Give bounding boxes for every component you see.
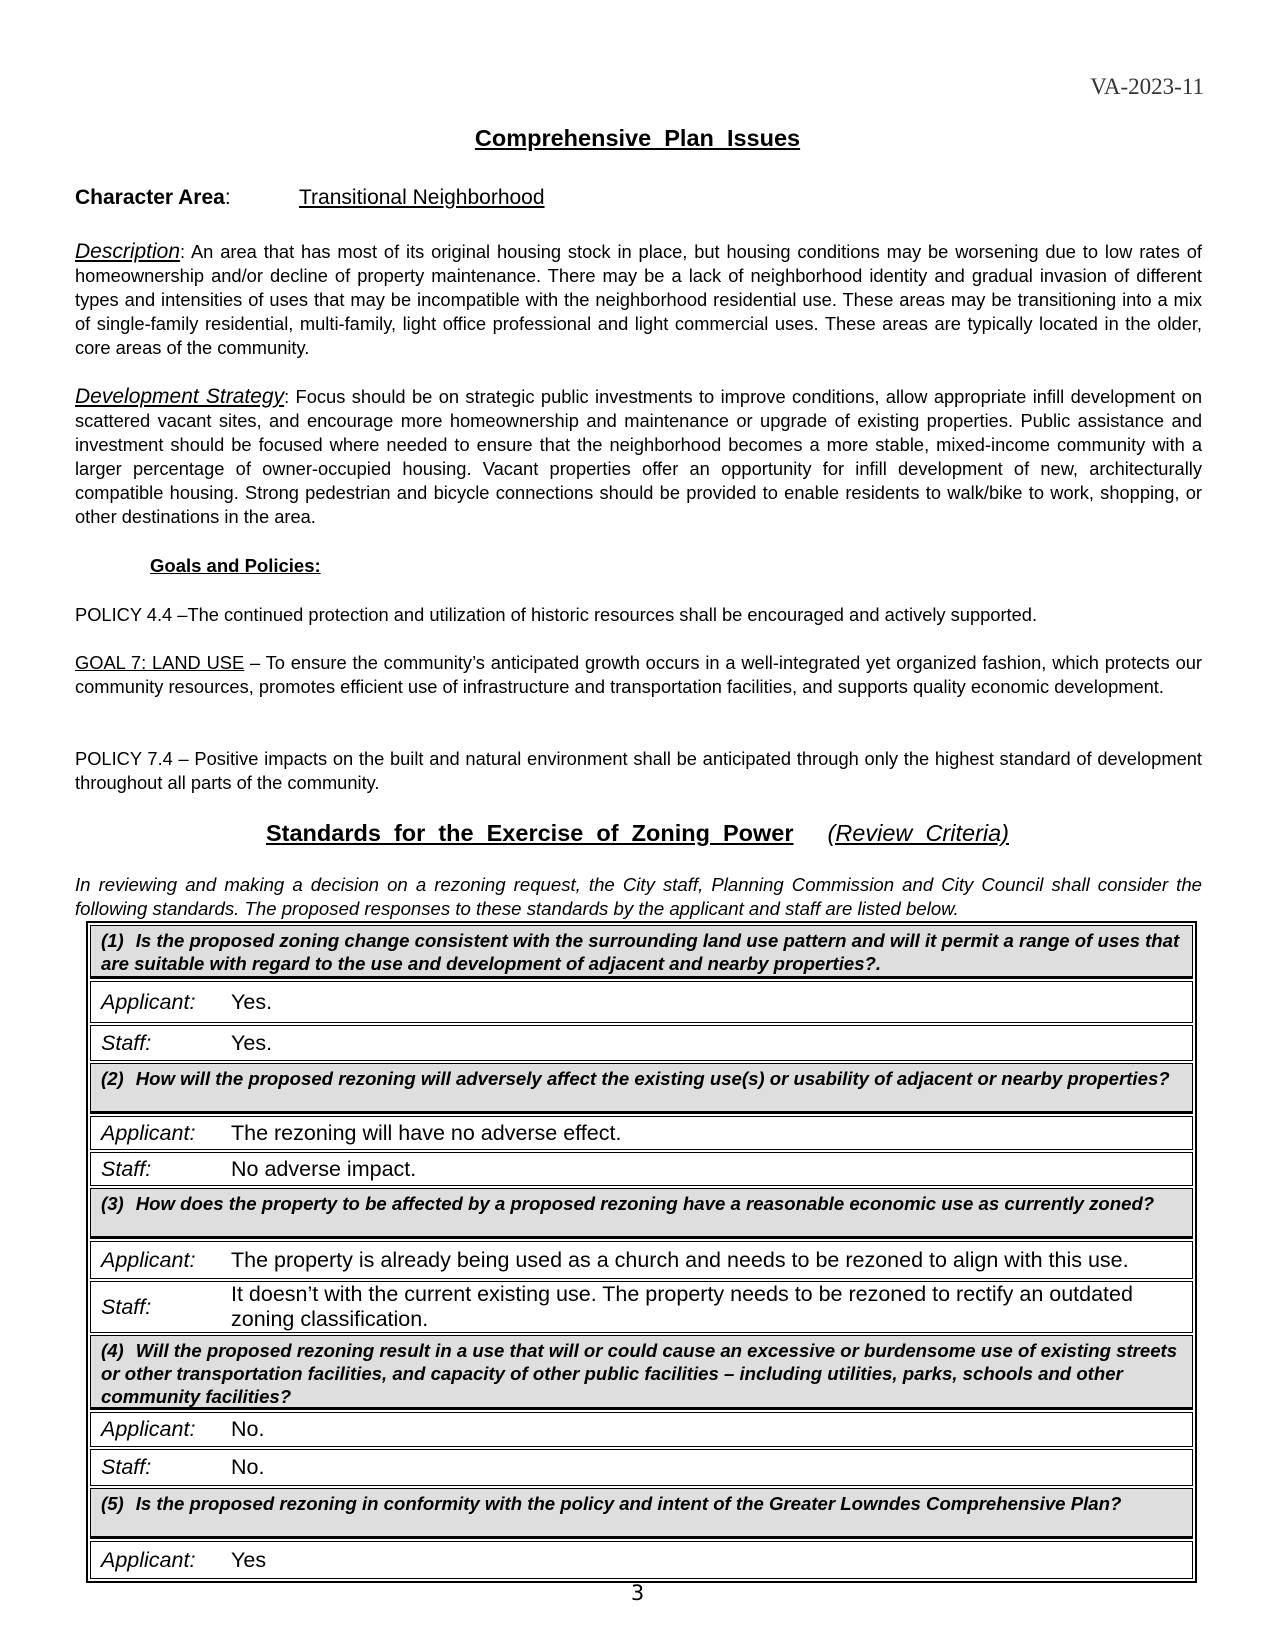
description-text: : An area that has most of its original housing stock in place, but housing conditions may be worsening due to low rates of homeownership and/or decline of property maintenance. There may be a lack of neighborhood identity and gradual invasion of different types and intensities of uses that may be incompatible with the neighborhood residential use. These areas may be transitioning into a mix of single-family residential, multi-family, light office professional and light commercial uses. These areas are typically located in the older, core areas of the community. [75, 241, 1202, 358]
staff-label: Staff: [101, 1455, 152, 1479]
criterion-1-question [90, 925, 1193, 979]
applicant-response: Yes. [231, 989, 273, 1014]
goal-7-paragraph [75, 651, 1202, 699]
criterion-1-applicant-row [90, 981, 1193, 1023]
criterion-question-text: How does the property to be affected by a proposed rezoning have a reasonable economic use as currently zoned? [135, 1193, 1155, 1214]
comprehensive-plan-title-text: Comprehensive Plan Issues [474, 125, 801, 151]
goal-7-label: GOAL 7: LAND USE [75, 652, 245, 673]
criterion-number: (5) [101, 1493, 124, 1514]
development-strategy-label: Development Strategy [75, 385, 285, 408]
goals-and-policies-heading: Goals and Policies: [150, 555, 321, 576]
staff-label: Staff: [101, 1156, 152, 1181]
policy-4-4: POLICY 4.4 –The continued protection and utilization of historic resources shall be encouraged and actively supported. [75, 604, 1038, 625]
staff-response: It doesn’t with the current existing use. The property needs to be rezoned to rectify an outdated zoning classification. [231, 1282, 1133, 1331]
criterion-number: (2) [101, 1068, 124, 1089]
character-area [75, 186, 545, 210]
character-area-colon: : [224, 186, 231, 209]
criterion-4-applicant-row [90, 1412, 1193, 1447]
criterion-question-text: Is the proposed rezoning in conformity with the policy and intent of the Greater Lowndes Comprehensive Plan? [135, 1493, 1122, 1514]
criterion-1-staff-row [90, 1025, 1193, 1061]
criterion-3-question [90, 1188, 1193, 1239]
development-strategy-paragraph [75, 385, 1202, 529]
staff-response: No. [231, 1455, 265, 1479]
applicant-label: Applicant: [101, 1547, 196, 1572]
criterion-2-applicant-row [90, 1116, 1193, 1150]
applicant-label: Applicant: [101, 1417, 196, 1441]
standards-subtitle: (Review Criteria) [827, 820, 1010, 846]
policy-7-4: POLICY 7.4 – Positive impacts on the built and natural environment shall be anticipated through only the highest standard of development throughout all parts of the community. [75, 748, 1202, 793]
criterion-2-staff-row [90, 1152, 1193, 1186]
criterion-3-staff-row [90, 1281, 1193, 1333]
applicant-response: The property is already being used as a church and needs to be rezoned to align with this use. [231, 1247, 1129, 1272]
criterion-3-applicant-row [90, 1241, 1193, 1279]
staff-response: No adverse impact. [231, 1156, 417, 1181]
criterion-question-text: Will the proposed rezoning result in a use that will or could cause an excessive or burdensome use of existing streets or other transportation facilities, and capacity of other public facilities – including utilities, parks, schools and other community facilities? [101, 1340, 1178, 1407]
applicant-response: The rezoning will have no adverse effect. [231, 1120, 622, 1145]
case-number: VA-2023-11 [1090, 74, 1204, 99]
staff-label: Staff: [101, 1294, 152, 1319]
criterion-question-text: How will the proposed rezoning will adversely affect the existing use(s) or usability of adjacent or nearby properties? [135, 1068, 1170, 1089]
criterion-5-applicant-row [90, 1541, 1193, 1579]
goal-7-text: – To ensure the community’s anticipated growth occurs in a well-integrated yet organized fashion, which protects our community resources, promotes efficient use of infrastructure and transportation facilities, and supports quality economic development. [75, 652, 1203, 697]
description-label: Description [75, 240, 181, 263]
criterion-number: (3) [101, 1193, 124, 1214]
criterion-4-staff-row [90, 1449, 1193, 1486]
standards-title-text: Standards for the Exercise of Zoning Power [265, 820, 794, 846]
applicant-response: Yes [231, 1547, 267, 1572]
staff-response: Yes. [231, 1030, 273, 1055]
criterion-4-question [90, 1335, 1193, 1410]
criterion-5-question [90, 1488, 1193, 1539]
criterion-number: (1) [101, 930, 124, 951]
character-area-value: Transitional Neighborhood [299, 186, 545, 209]
description-paragraph [75, 240, 1202, 360]
character-area-label: Character Area [75, 186, 225, 209]
criterion-number: (4) [101, 1340, 124, 1361]
applicant-label: Applicant: [101, 1247, 196, 1272]
standards-title [0, 820, 1275, 847]
standards-intro: In reviewing and making a decision on a rezoning request, the City staff, Planning Commission and City Council shall consider the following standards. The proposed responses to these standards by the applicant and staff are listed below. [75, 874, 1202, 919]
applicant-response: No. [231, 1417, 265, 1441]
comprehensive-plan-title [0, 125, 1275, 152]
review-criteria-table [86, 921, 1197, 1583]
criterion-2-question [90, 1063, 1193, 1114]
page-number: 3 [630, 1581, 645, 1605]
development-strategy-text: : Focus should be on strategic public investments to improve conditions, allow appropriate infill development on scattered vacant sites, and encourage more homeownership and maintenance or upgrade of existing properties. Public assistance and investment should be focused where needed to ensure that the neighborhood becomes a more stable, mixed-income community with a larger percentage of owner-occupied housing. Vacant properties offer an opportunity for infill development of new, architecturally compatible housing. Strong pedestrian and bicycle connections should be provided to enable residents to walk/bike to work, shopping, or other destinations in the area. [75, 386, 1202, 527]
criterion-question-text: Is the proposed zoning change consistent with the surrounding land use pattern and will it permit a range of uses that are suitable with regard to the use and development of adjacent and nearby properties?. [101, 930, 1180, 974]
staff-label: Staff: [101, 1030, 152, 1055]
applicant-label: Applicant: [101, 1120, 196, 1145]
applicant-label: Applicant: [101, 989, 196, 1014]
